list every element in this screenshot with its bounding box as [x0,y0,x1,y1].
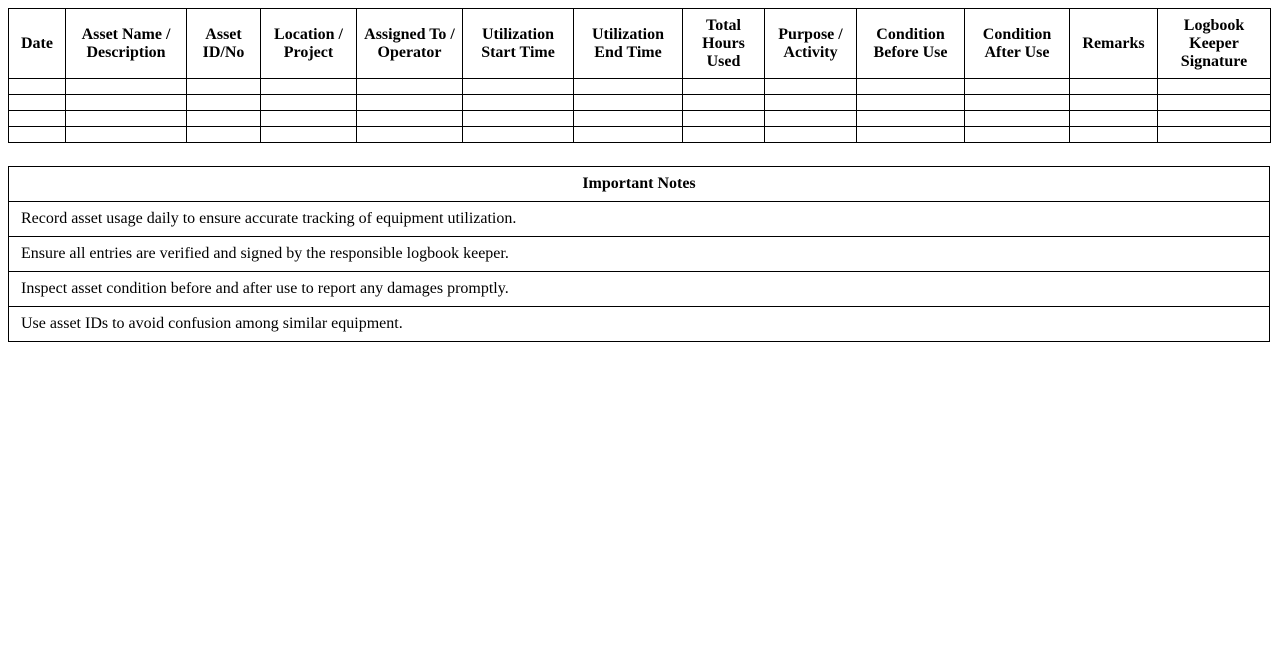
table-cell[interactable] [1158,79,1271,95]
table-cell[interactable] [9,111,66,127]
table-row [9,95,1271,111]
table-cell[interactable] [857,127,965,143]
table-cell[interactable] [357,95,463,111]
table-cell[interactable] [1158,127,1271,143]
table-cell[interactable] [463,127,574,143]
table-cell[interactable] [574,111,683,127]
table-cell[interactable] [765,79,857,95]
table-row [9,111,1271,127]
column-header-total-hours: Total Hours Used [683,9,765,79]
table-cell[interactable] [965,127,1070,143]
table-cell[interactable] [9,127,66,143]
table-cell[interactable] [187,127,261,143]
note-item: Inspect asset condition before and after use to report any damages promptly. [9,272,1270,307]
column-header-assigned-to: Assigned To / Operator [357,9,463,79]
table-cell[interactable] [683,95,765,111]
note-item: Record asset usage daily to ensure accurate tracking of equipment utilization. [9,202,1270,237]
table-cell[interactable] [1070,127,1158,143]
column-header-condition-after: Condition After Use [965,9,1070,79]
column-header-location: Location / Project [261,9,357,79]
table-cell[interactable] [357,111,463,127]
column-header-start-time: Utilization Start Time [463,9,574,79]
table-cell[interactable] [261,95,357,111]
column-header-date: Date [9,9,66,79]
table-cell[interactable] [683,79,765,95]
notes-row [9,272,1270,307]
column-header-purpose: Purpose / Activity [765,9,857,79]
notes-row [9,307,1270,342]
table-cell[interactable] [187,79,261,95]
table-cell[interactable] [765,111,857,127]
table-cell[interactable] [187,111,261,127]
column-header-remarks: Remarks [1070,9,1158,79]
table-cell[interactable] [357,79,463,95]
table-cell[interactable] [463,95,574,111]
table-cell[interactable] [261,127,357,143]
notes-row [9,237,1270,272]
notes-title: Important Notes [9,167,1270,202]
table-cell[interactable] [683,127,765,143]
table-row [9,79,1271,95]
column-header-asset-id: Asset ID/No [187,9,261,79]
table-cell[interactable] [965,111,1070,127]
table-cell[interactable] [261,111,357,127]
table-cell[interactable] [965,95,1070,111]
table-header-row [9,9,1271,79]
table-cell[interactable] [66,79,187,95]
table-cell[interactable] [187,95,261,111]
column-header-signature: Logbook Keeper Signature [1158,9,1271,79]
table-cell[interactable] [857,95,965,111]
table-row [9,127,1271,143]
notes-header-row [9,167,1270,202]
table-cell[interactable] [1070,79,1158,95]
important-notes-table [8,166,1270,342]
table-cell[interactable] [765,95,857,111]
note-item: Ensure all entries are verified and signed by the responsible logbook keeper. [9,237,1270,272]
table-cell[interactable] [9,79,66,95]
table-cell[interactable] [1070,111,1158,127]
table-cell[interactable] [66,127,187,143]
table-cell[interactable] [1158,111,1271,127]
column-header-asset-name: Asset Name / Description [66,9,187,79]
table-cell[interactable] [9,95,66,111]
table-cell[interactable] [857,111,965,127]
table-cell[interactable] [463,79,574,95]
table-cell[interactable] [765,127,857,143]
notes-row [9,202,1270,237]
table-cell[interactable] [574,127,683,143]
table-cell[interactable] [66,111,187,127]
table-cell[interactable] [574,95,683,111]
table-cell[interactable] [463,111,574,127]
note-item: Use asset IDs to avoid confusion among similar equipment. [9,307,1270,342]
table-cell[interactable] [965,79,1070,95]
table-cell[interactable] [683,111,765,127]
column-header-end-time: Utilization End Time [574,9,683,79]
table-cell[interactable] [1158,95,1271,111]
table-cell[interactable] [1070,95,1158,111]
table-cell[interactable] [574,79,683,95]
table-cell[interactable] [857,79,965,95]
table-cell[interactable] [261,79,357,95]
column-header-condition-before: Condition Before Use [857,9,965,79]
asset-utilization-logbook-table [8,8,1271,143]
table-cell[interactable] [357,127,463,143]
table-cell[interactable] [66,95,187,111]
